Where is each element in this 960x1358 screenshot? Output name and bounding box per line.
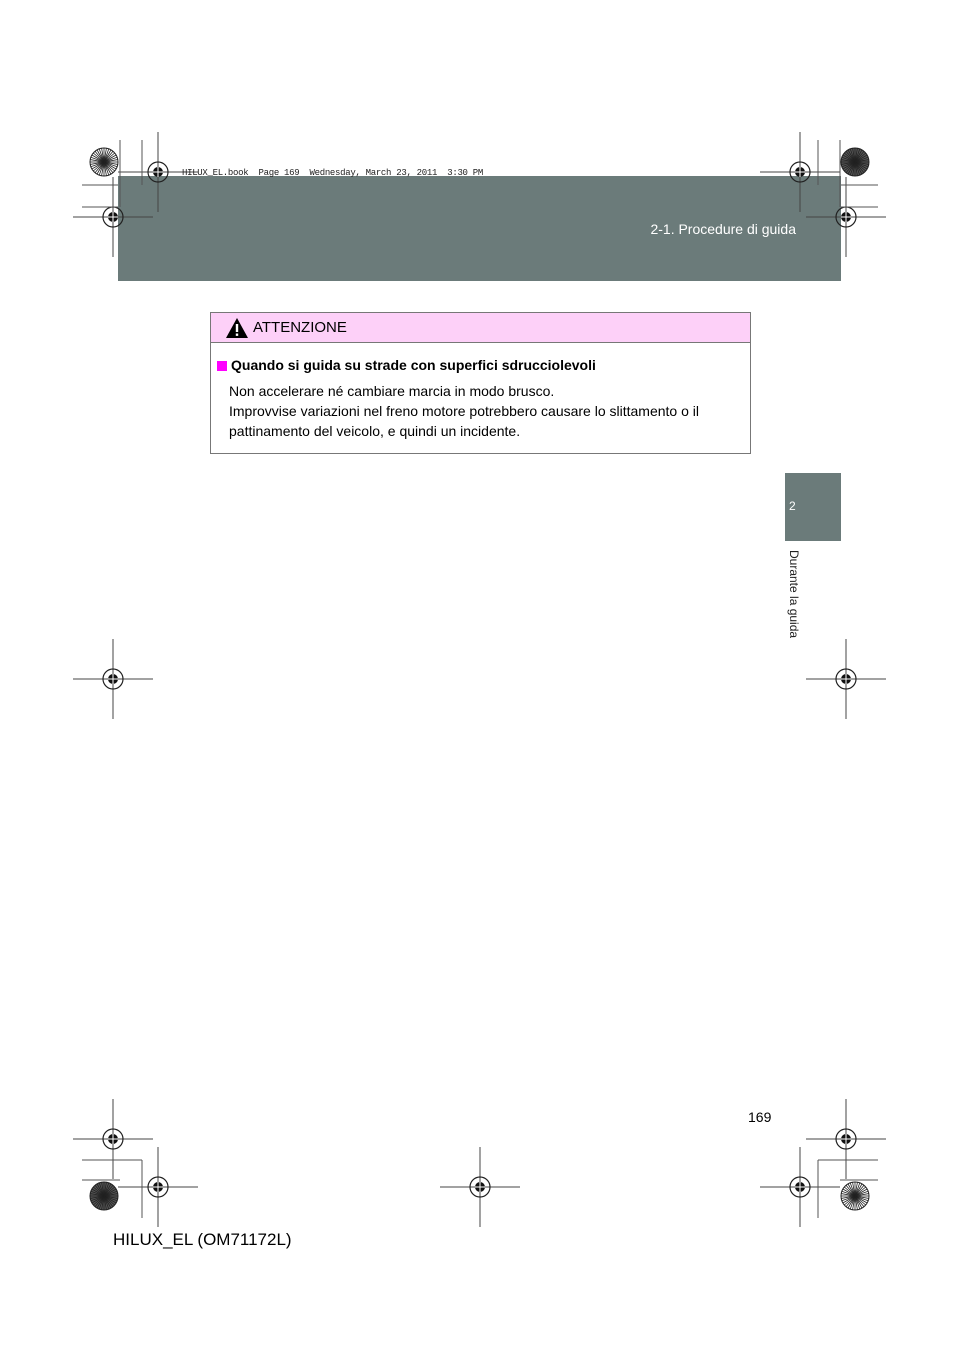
chapter-label [785, 550, 805, 660]
warning-line: Improvvise variazioni nel freno motore potrebbero causare lo slittamento o il pattinamento del veicolo, e quindi un incidente. [229, 403, 700, 439]
section-title: 2-1. Procedure di guida [650, 221, 796, 237]
crosshair-mark [760, 1147, 840, 1227]
print-info-line: HILUX_EL.book Page 169 Wednesday, March 23, 2011 3:30 PM [182, 168, 483, 178]
warning-header [211, 313, 750, 343]
document-footer: HILUX_EL (OM71172L) [113, 1230, 292, 1249]
starburst-mark [841, 148, 869, 176]
warning-box [210, 312, 751, 454]
warning-triangle-icon [225, 317, 249, 339]
crosshair-mark [73, 639, 153, 719]
warning-title: ATTENZIONE [253, 319, 347, 336]
chapter-tab[interactable] [785, 473, 841, 541]
warning-line: Non accelerare né cambiare marcia in modo brusco. [229, 383, 555, 399]
crosshair-mark [806, 639, 886, 719]
crosshair-mark [440, 1147, 520, 1227]
square-bullet-icon [217, 361, 227, 371]
header-band [118, 176, 841, 281]
starburst-mark [90, 148, 118, 176]
starburst-mark [90, 1182, 118, 1210]
warning-subtitle [217, 355, 744, 375]
starburst-mark [841, 1182, 869, 1210]
chapter-label-text: Durante la guida [787, 550, 801, 639]
crosshair-mark [118, 1147, 198, 1227]
crosshair-mark [73, 1099, 153, 1179]
page-number: 169 [748, 1109, 772, 1125]
chapter-number: 2 [789, 499, 796, 513]
warning-subtitle-text: Quando si guida su strade con superfici sdrucciolevoli [231, 357, 596, 373]
crosshair-mark [806, 1099, 886, 1179]
